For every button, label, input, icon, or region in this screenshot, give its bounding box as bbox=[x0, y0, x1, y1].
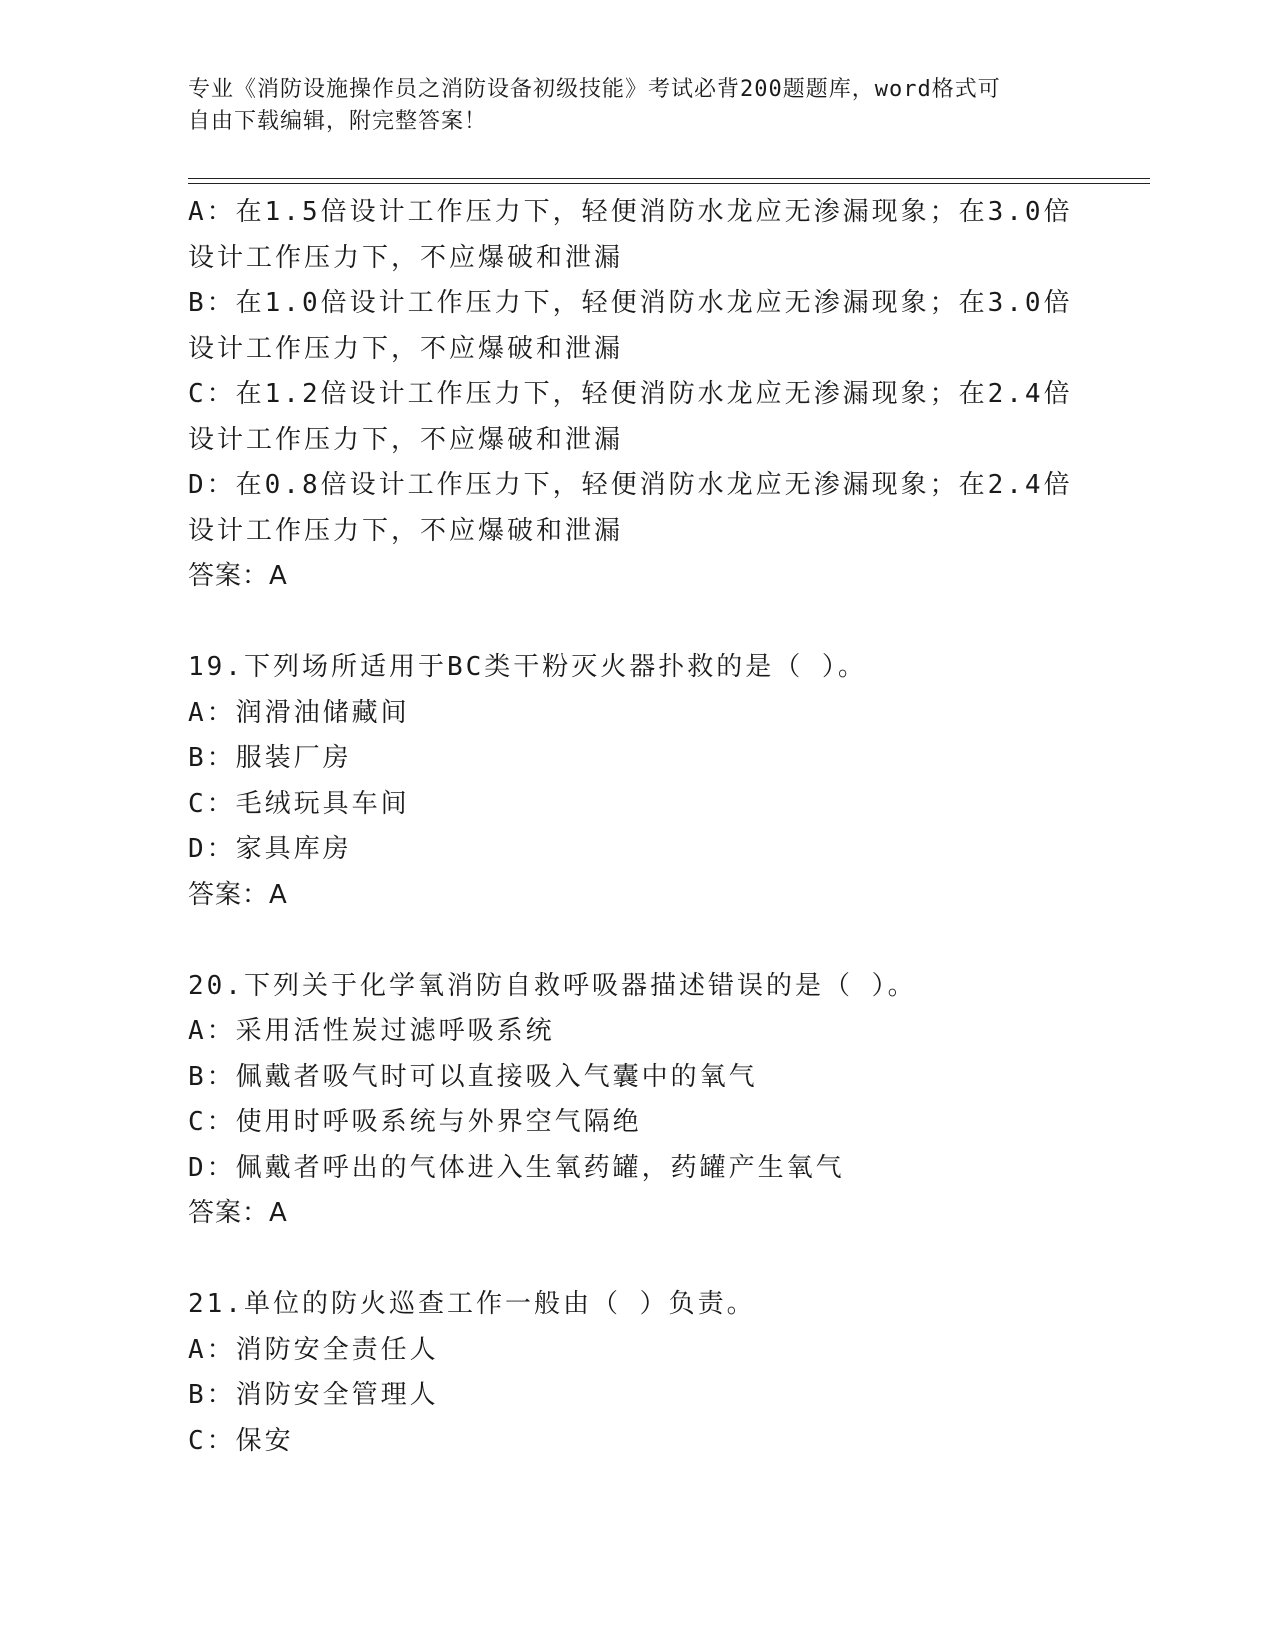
question-stem: 20.下列关于化学氧消防自救呼吸器描述错误的是（ ）。 bbox=[188, 970, 917, 1001]
option-b-line-1: B：在1.0倍设计工作压力下，轻便消防水龙应无渗漏现象；在3.0倍 bbox=[188, 288, 1073, 318]
previous-question-block bbox=[188, 190, 1148, 600]
answer-line: 答案：A bbox=[188, 879, 288, 910]
option-c-line-2: 设计工作压力下，不应爆破和泄漏 bbox=[188, 424, 624, 455]
question-20-block bbox=[188, 964, 1148, 1237]
question-19-block bbox=[188, 645, 1148, 918]
header-divider-top bbox=[188, 178, 1150, 179]
option-c: C：保安 bbox=[188, 1425, 294, 1456]
option-b: B：消防安全管理人 bbox=[188, 1380, 439, 1410]
question-content bbox=[188, 190, 1148, 1464]
option-c-line-1: C：在1.2倍设计工作压力下，轻便消防水龙应无渗漏现象；在2.4倍 bbox=[188, 379, 1073, 409]
spacer bbox=[188, 1237, 1148, 1283]
option-a-line-1: A：在1.5倍设计工作压力下，轻便消防水龙应无渗漏现象；在3.0倍 bbox=[188, 197, 1073, 227]
answer-line: 答案：A bbox=[188, 1198, 288, 1228]
option-a: A：采用活性炭过滤呼吸系统 bbox=[188, 1016, 555, 1046]
answer-line: 答案：A bbox=[188, 561, 288, 591]
option-b-line-2: 设计工作压力下，不应爆破和泄漏 bbox=[188, 333, 624, 364]
option-b: B：佩戴者吸气时可以直接吸入气囊中的氧气 bbox=[188, 1061, 758, 1092]
header-divider-bottom bbox=[188, 183, 1150, 184]
spacer bbox=[188, 918, 1148, 964]
option-a-line-2: 设计工作压力下，不应爆破和泄漏 bbox=[188, 242, 624, 273]
option-a: A：润滑油储藏间 bbox=[188, 697, 410, 728]
option-d: D：家具库房 bbox=[188, 834, 352, 864]
document-header bbox=[188, 74, 1088, 138]
header-title-line-1: 专业《消防设施操作员之消防设备初级技能》考试必背200题题库，word格式可 bbox=[188, 77, 1001, 102]
spacer bbox=[188, 600, 1148, 646]
option-d: D：佩戴者呼出的气体进入生氧药罐，药罐产生氧气 bbox=[188, 1152, 845, 1183]
header-title-line-2: 自由下载编辑，附完整答案！ bbox=[188, 109, 488, 134]
question-stem: 19.下列场所适用于BC类干粉灭火器扑救的是（ ）。 bbox=[188, 652, 867, 682]
question-stem: 21.单位的防火巡查工作一般由（ ）负责。 bbox=[188, 1289, 756, 1319]
option-c: C：使用时呼吸系统与外界空气隔绝 bbox=[188, 1107, 642, 1137]
option-d-line-1: D：在0.8倍设计工作压力下，轻便消防水龙应无渗漏现象；在2.4倍 bbox=[188, 470, 1073, 500]
option-a: A：消防安全责任人 bbox=[188, 1334, 439, 1365]
option-c: C：毛绒玩具车间 bbox=[188, 788, 410, 819]
option-d-line-2: 设计工作压力下，不应爆破和泄漏 bbox=[188, 515, 624, 546]
question-21-block bbox=[188, 1282, 1148, 1464]
option-b: B：服装厂房 bbox=[188, 743, 352, 773]
